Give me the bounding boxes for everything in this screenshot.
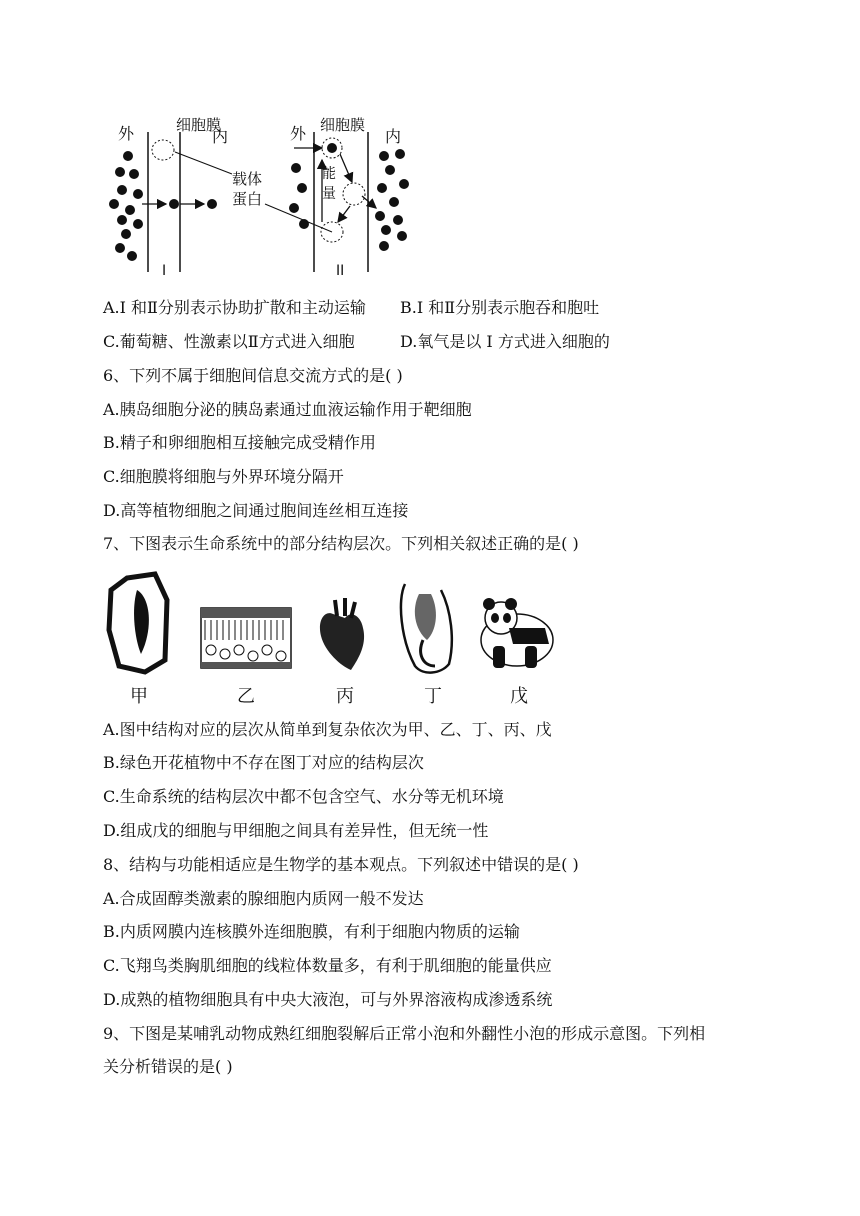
molecules-outside-2	[289, 163, 309, 229]
q9-stem-line-1: 9、下图是某哺乳动物成熟红细胞裂解后正常小泡和外翻性小泡的形成示意图。下列相	[103, 1024, 706, 1043]
label-carrier-line1: 载体	[232, 170, 263, 188]
label-membrane-2: 细胞膜	[320, 116, 366, 134]
figure-label-ding: 丁	[424, 686, 442, 707]
label-carrier-line2: 蛋白	[232, 190, 263, 208]
label-membrane-1: 细胞膜	[176, 116, 222, 134]
label-outside-2: 外	[290, 124, 307, 143]
molecule-carrier-2	[327, 143, 337, 153]
molecules-outside-1	[109, 151, 143, 261]
label-inside-2: 内	[385, 127, 402, 146]
molecules-inside-2	[375, 149, 409, 251]
q8-option-c: C.飞翔鸟类胸肌细胞的线粒体数量多，有利于肌细胞的能量供应	[103, 956, 552, 975]
organ-system-illustration	[401, 584, 452, 673]
q7-option-c: C.生命系统的结构层次中都不包含空气、水分等无机环境	[103, 787, 504, 806]
q7-stem: 7、下图表示生命系统中的部分结构层次。下列相关叙述正确的是( )	[103, 534, 579, 553]
q5-options-row-1	[103, 298, 599, 318]
arrow-2c	[362, 196, 376, 208]
life-levels-figure	[105, 570, 565, 710]
q5-option-b: B.I 和Ⅱ分别表示胞吞和胞吐	[400, 298, 600, 317]
q8-stem: 8、结构与功能相适应是生物学的基本观点。下列叙述中错误的是( )	[103, 855, 579, 874]
label-type-2: II	[336, 263, 345, 279]
label-energy-line2: 量	[322, 186, 336, 202]
q8-option-d: D.成熟的植物细胞具有中央大液泡，可与外界溶液构成渗透系统	[103, 990, 553, 1009]
figure-label-wu: 戊	[510, 686, 528, 707]
membrane-transport-figure	[100, 112, 430, 282]
panda-illustration	[481, 598, 553, 668]
label-inside-1: 内	[212, 127, 229, 146]
q8-option-a: A.合成固醇类激素的腺细胞内质网一般不发达	[103, 889, 424, 908]
q6-option-d: D.高等植物细胞之间通过胞间连丝相互连接	[103, 501, 409, 520]
q6-option-b: B.精子和卵细胞相互接触完成受精作用	[103, 433, 376, 452]
q5-options-row-2	[103, 332, 610, 352]
label-type-1: I	[162, 263, 167, 279]
carrier-circle-1	[152, 140, 174, 160]
label-energy-line1: 能	[322, 166, 336, 182]
carrier-circle-2b	[343, 183, 365, 205]
molecule-inside-1	[207, 199, 217, 209]
figure-label-yi: 乙	[237, 686, 255, 707]
q5-option-d: D.氧气是以 I 方式进入细胞的	[400, 332, 610, 351]
tissue-illustration	[201, 608, 291, 668]
q7-option-b: B.绿色开花植物中不存在图丁对应的结构层次	[103, 753, 424, 772]
molecule-in-membrane-1	[169, 199, 179, 209]
arrow-2d	[338, 206, 350, 222]
figure-label-bing: 丙	[336, 686, 354, 707]
q7-option-d: D.组成戊的细胞与甲细胞之间具有差异性，但无统一性	[103, 821, 489, 840]
q6-stem: 6、下列不属于细胞间信息交流方式的是( )	[103, 366, 403, 385]
q5-option-c: C.葡萄糖、性激素以Ⅱ方式进入细胞	[103, 332, 355, 351]
heart-illustration	[320, 598, 364, 670]
q9-stem-line-2: 关分析错误的是( )	[103, 1057, 233, 1076]
label-outside-1: 外	[118, 124, 135, 143]
cell-illustration	[109, 574, 167, 672]
q7-option-a: A.图中结构对应的层次从简单到复杂依次为甲、乙、丁、丙、戊	[103, 720, 552, 739]
pointer-carrier-1	[175, 152, 232, 174]
q6-option-a: A.胰岛细胞分泌的胰岛素通过血液运输作用于靶细胞	[103, 400, 472, 419]
arrow-2b	[340, 154, 352, 182]
q6-option-c: C.细胞膜将细胞与外界环境分隔开	[103, 467, 344, 486]
q8-option-b: B.内质网膜内连核膜外连细胞膜，有利于细胞内物质的运输	[103, 922, 520, 941]
figure-label-jia: 甲	[130, 686, 148, 707]
q5-option-a: A.I 和Ⅱ分别表示协助扩散和主动运输	[103, 298, 366, 317]
